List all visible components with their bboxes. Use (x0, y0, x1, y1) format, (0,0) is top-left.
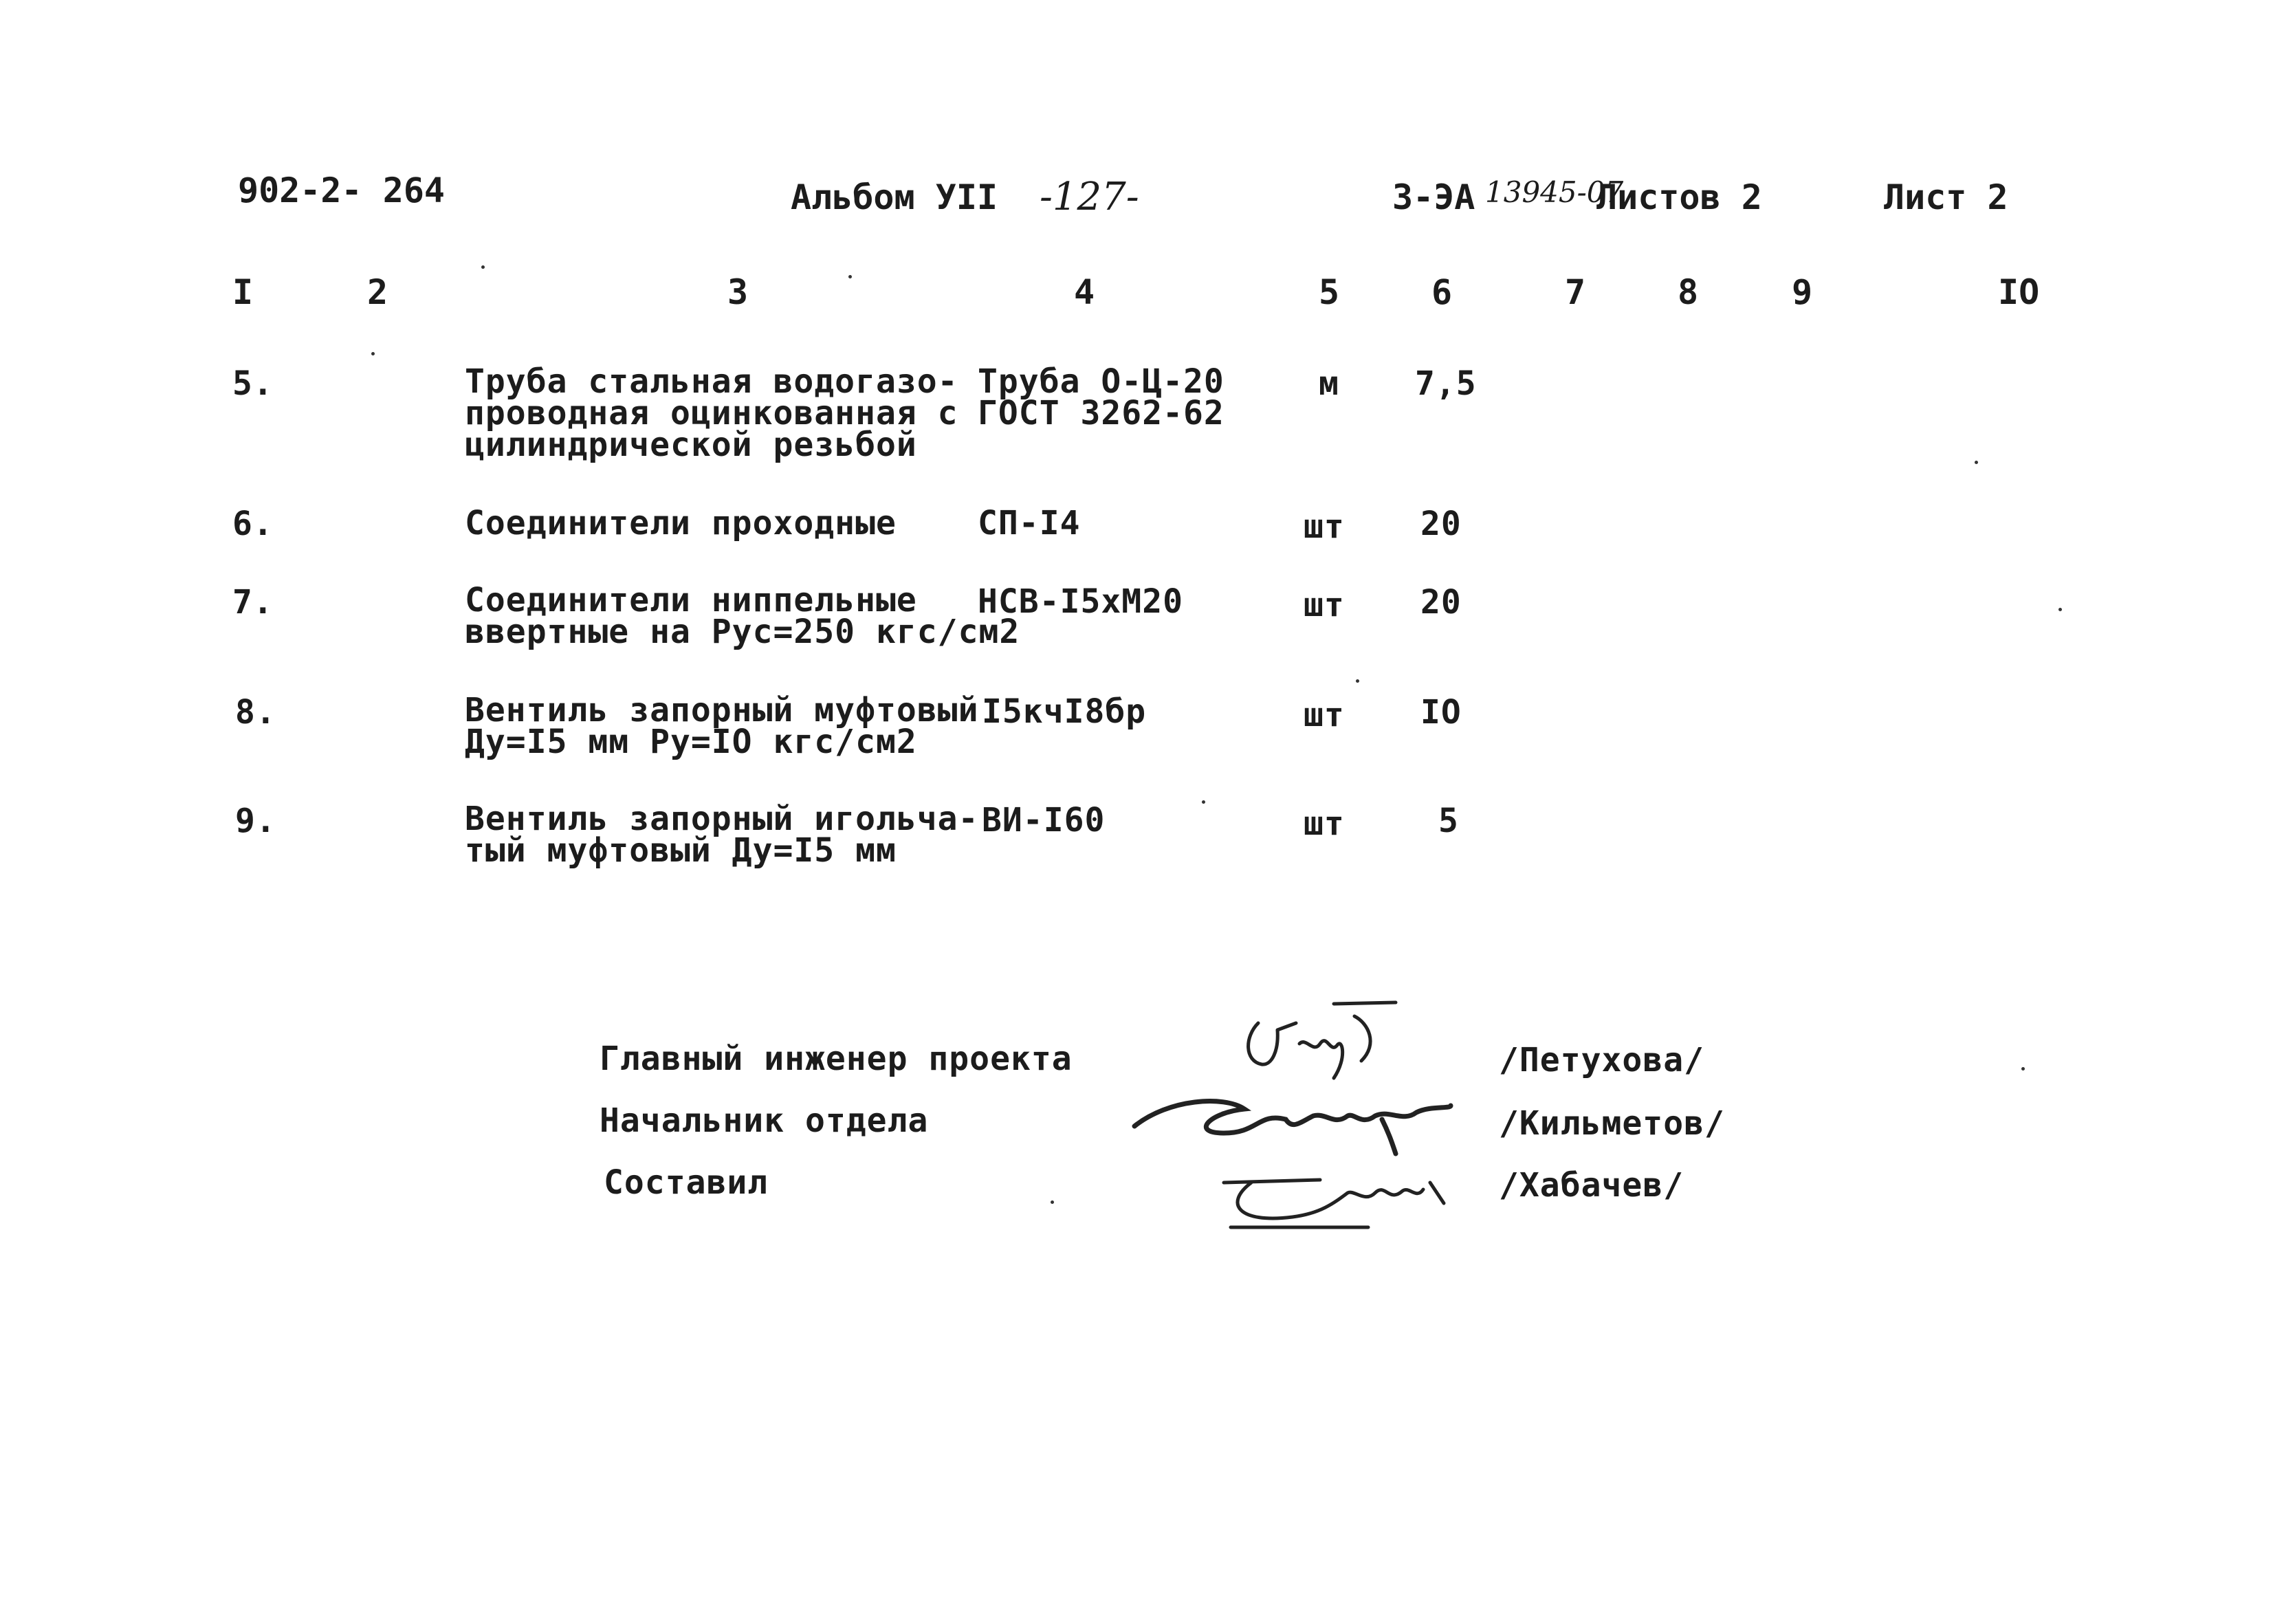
item-code: НСВ-I5хМ20 (978, 582, 1183, 621)
column-number: 3 (727, 272, 749, 312)
item-code: ВИ-I60 (982, 801, 1106, 840)
item-quantity: IO (1420, 693, 1462, 732)
doc-code: 902-2- 264 (238, 171, 446, 210)
column-number: 6 (1431, 272, 1453, 312)
handwritten-signature (1128, 1085, 1458, 1161)
item-name: Соединители ниппельные ввертные на Рус=250 кгс/см2 (465, 581, 1020, 651)
column-number: IO (1998, 272, 2040, 312)
item-name: Труба стальная водогазо- проводная оцинкованная с цилиндрической резьбой (465, 362, 958, 464)
item-code: СП-I4 (978, 504, 1081, 542)
column-number: 8 (1678, 272, 1699, 312)
column-number: 7 (1565, 272, 1586, 312)
item-quantity: 5 (1438, 802, 1459, 840)
album-label: Альбом УII (791, 177, 998, 217)
item-unit: шт (1304, 586, 1345, 624)
scan-speck (1051, 1200, 1054, 1204)
scan-speck (2021, 1067, 2025, 1071)
signatory-name: /Кильметов/ (1499, 1104, 1725, 1143)
row-number: 8. (235, 693, 276, 732)
row-number: 5. (232, 364, 274, 403)
item-name: Соединители проходные (465, 504, 897, 542)
column-number: 9 (1792, 272, 1813, 312)
scan-speck (371, 352, 375, 355)
item-quantity: 20 (1420, 505, 1462, 543)
scan-speck (1202, 800, 1205, 804)
item-unit: шт (1304, 696, 1345, 734)
row-number: 6. (232, 505, 274, 543)
signature-role: Начальник отдела (600, 1101, 929, 1140)
item-code: I5кчI8бр (982, 692, 1147, 731)
signatory-name: /Петухова/ (1499, 1041, 1704, 1079)
item-unit: шт (1304, 804, 1345, 843)
series-note: 13945-07 (1485, 175, 1624, 209)
item-name: Вентиль запорный игольча- тый муфтовый Ду=I5 мм (465, 800, 979, 870)
item-quantity: 7,5 (1415, 364, 1477, 403)
signature-role: Главный инженер проекта (600, 1040, 1073, 1078)
series-code: 3-ЭА (1392, 177, 1475, 217)
column-number: 5 (1319, 272, 1340, 312)
sheets-total: Листов 2 (1596, 177, 1762, 217)
handwritten-signature (1231, 996, 1409, 1085)
column-number: 2 (367, 272, 388, 312)
page-number: -127- (1040, 175, 1139, 219)
row-number: 7. (232, 583, 274, 622)
item-unit: м (1319, 364, 1339, 403)
scan-speck (1975, 461, 1978, 464)
item-unit: шт (1304, 507, 1345, 546)
scan-speck (481, 265, 485, 269)
item-quantity: 20 (1420, 583, 1462, 622)
item-code: Труба О-Ц-20 ГОСТ 3262-62 (978, 362, 1225, 432)
scan-speck (2058, 608, 2062, 611)
column-number: I (232, 272, 254, 312)
signature-role: Составил (604, 1163, 769, 1202)
signatory-name: /Хабачев/ (1499, 1166, 1684, 1205)
handwritten-signature (1210, 1162, 1458, 1238)
scan-speck (1356, 679, 1359, 683)
row-number: 9. (235, 802, 276, 840)
column-number: 4 (1074, 272, 1095, 312)
scan-speck (848, 275, 852, 278)
sheet-number: Лист 2 (1884, 177, 2008, 217)
item-name: Вентиль запорный муфтовый Ду=I5 мм Ру=IO кгс/см2 (465, 691, 979, 761)
